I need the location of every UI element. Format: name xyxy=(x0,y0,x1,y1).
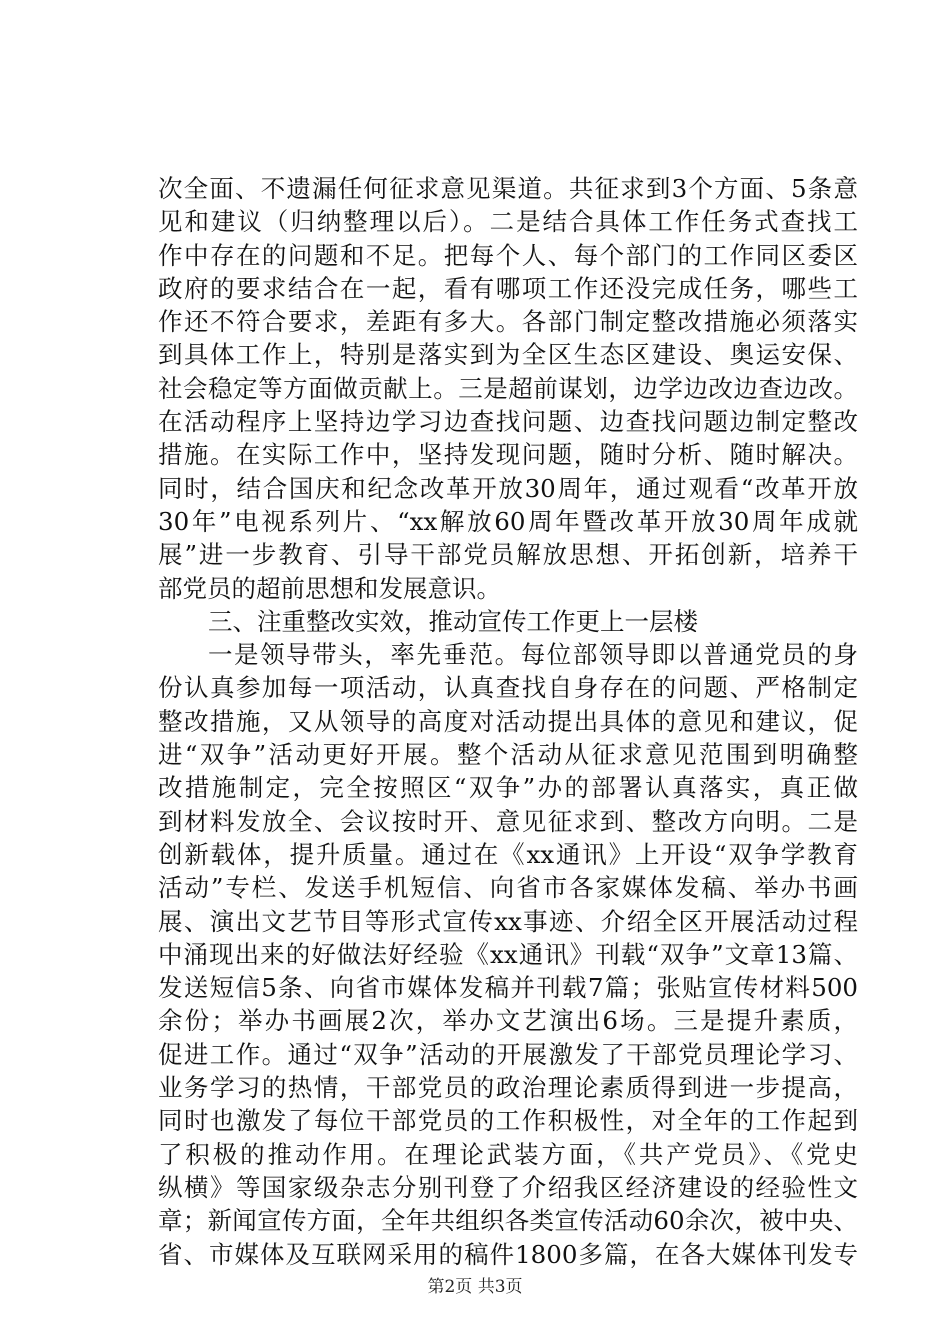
text-line: 在活动程序上坚持边学习边查找问题、边查找问题边制定整改 xyxy=(158,407,858,437)
text-line: 作中存在的问题和不足。把每个人、每个部门的工作同区委区 xyxy=(158,240,858,270)
text-line: 创新载体，提升质量。通过在《xx通讯》上开设“双争学教育 xyxy=(158,839,858,869)
text-line: 业务学习的热情，干部党员的政治理论素质得到进一步提高， xyxy=(158,1073,858,1103)
text-line: 整改措施，又从领导的高度对活动提出具体的意见和建议，促 xyxy=(158,706,858,736)
section-heading: 三、注重整改实效，推动宣传工作更上一层楼 xyxy=(208,606,698,636)
document-body xyxy=(158,172,858,1271)
text-line: 见和建议（归纳整理以后）。二是结合具体工作任务式查找工 xyxy=(158,207,858,237)
text-line: 同时也激发了每位干部党员的工作积极性，对全年的工作起到 xyxy=(158,1106,858,1136)
text-line: 政府的要求结合在一起，看有哪项工作还没完成任务，哪些工 xyxy=(158,273,858,303)
text-line: 作还不符合要求，差距有多大。各部门制定整改措施必须落实 xyxy=(158,307,858,337)
text-line: 余份；举办书画展2次，举办文艺演出6场。三是提升素质， xyxy=(158,1006,858,1036)
text-line: 发送短信5条、向省市媒体发稿并刊载7篇；张贴宣传材料500 xyxy=(158,973,858,1003)
text-line: 一是领导带头，率先垂范。每位部领导即以普通党员的身 xyxy=(208,640,858,670)
text-line: 展”进一步教育、引导干部党员解放思想、开拓创新，培养干 xyxy=(158,540,858,570)
text-line: 中涌现出来的好做法好经验《xx通讯》刊载“双争”文章13篇、 xyxy=(158,939,858,969)
text-line: 章；新闻宣传方面，全年共组织各类宣传活动60余次，被中央、 xyxy=(158,1206,858,1236)
text-line: 到材料发放全、会议按时开、意见征求到、整改方向明。二是 xyxy=(158,806,858,836)
text-line: 到具体工作上，特别是落实到为全区生态区建设、奥运安保、 xyxy=(158,340,858,370)
text-line: 次全面、不遗漏任何征求意见渠道。共征求到3个方面、5条意 xyxy=(158,174,858,203)
text-line: 改措施制定，完全按照区“双争”办的部署认真落实，真正做 xyxy=(158,773,858,803)
text-line: 纵横》等国家级杂志分别刊登了介绍我区经济建设的经验性文 xyxy=(158,1172,858,1202)
text-line: 同时，结合国庆和纪念改革开放30周年，通过观看“改革开放 xyxy=(158,473,858,503)
text-line: 份认真参加每一项活动，认真查找自身存在的问题、严格制定 xyxy=(158,673,858,703)
text-line: 活动”专栏、发送手机短信、向省市各家媒体发稿、举办书画 xyxy=(158,873,858,903)
text-line: 部党员的超前思想和发展意识。 xyxy=(158,573,501,603)
text-line: 措施。在实际工作中，坚持发现问题，随时分析、随时解决。 xyxy=(158,440,858,470)
text-line: 促进工作。通过“双争”活动的开展激发了干部党员理论学习、 xyxy=(158,1039,858,1069)
text-line: 了积极的推动作用。在理论武装方面，《共产党员》、《党史 xyxy=(158,1139,858,1169)
text-line: 30年”电视系列片、“xx解放60周年暨改革开放30周年成就 xyxy=(158,506,858,536)
text-line: 进“双争”活动更好开展。整个活动从征求意见范围到明确整 xyxy=(158,740,858,770)
text-line: 展、演出文艺节目等形式宣传xx事迹、介绍全区开展活动过程 xyxy=(158,906,858,936)
text-line: 省、市媒体及互联网采用的稿件1800多篇，在各大媒体刊发专 xyxy=(158,1239,858,1269)
text-line: 社会稳定等方面做贡献上。三是超前谋划，边学边改边查边改。 xyxy=(158,373,858,403)
page-footer: 第2页 共3页 xyxy=(427,1277,523,1297)
